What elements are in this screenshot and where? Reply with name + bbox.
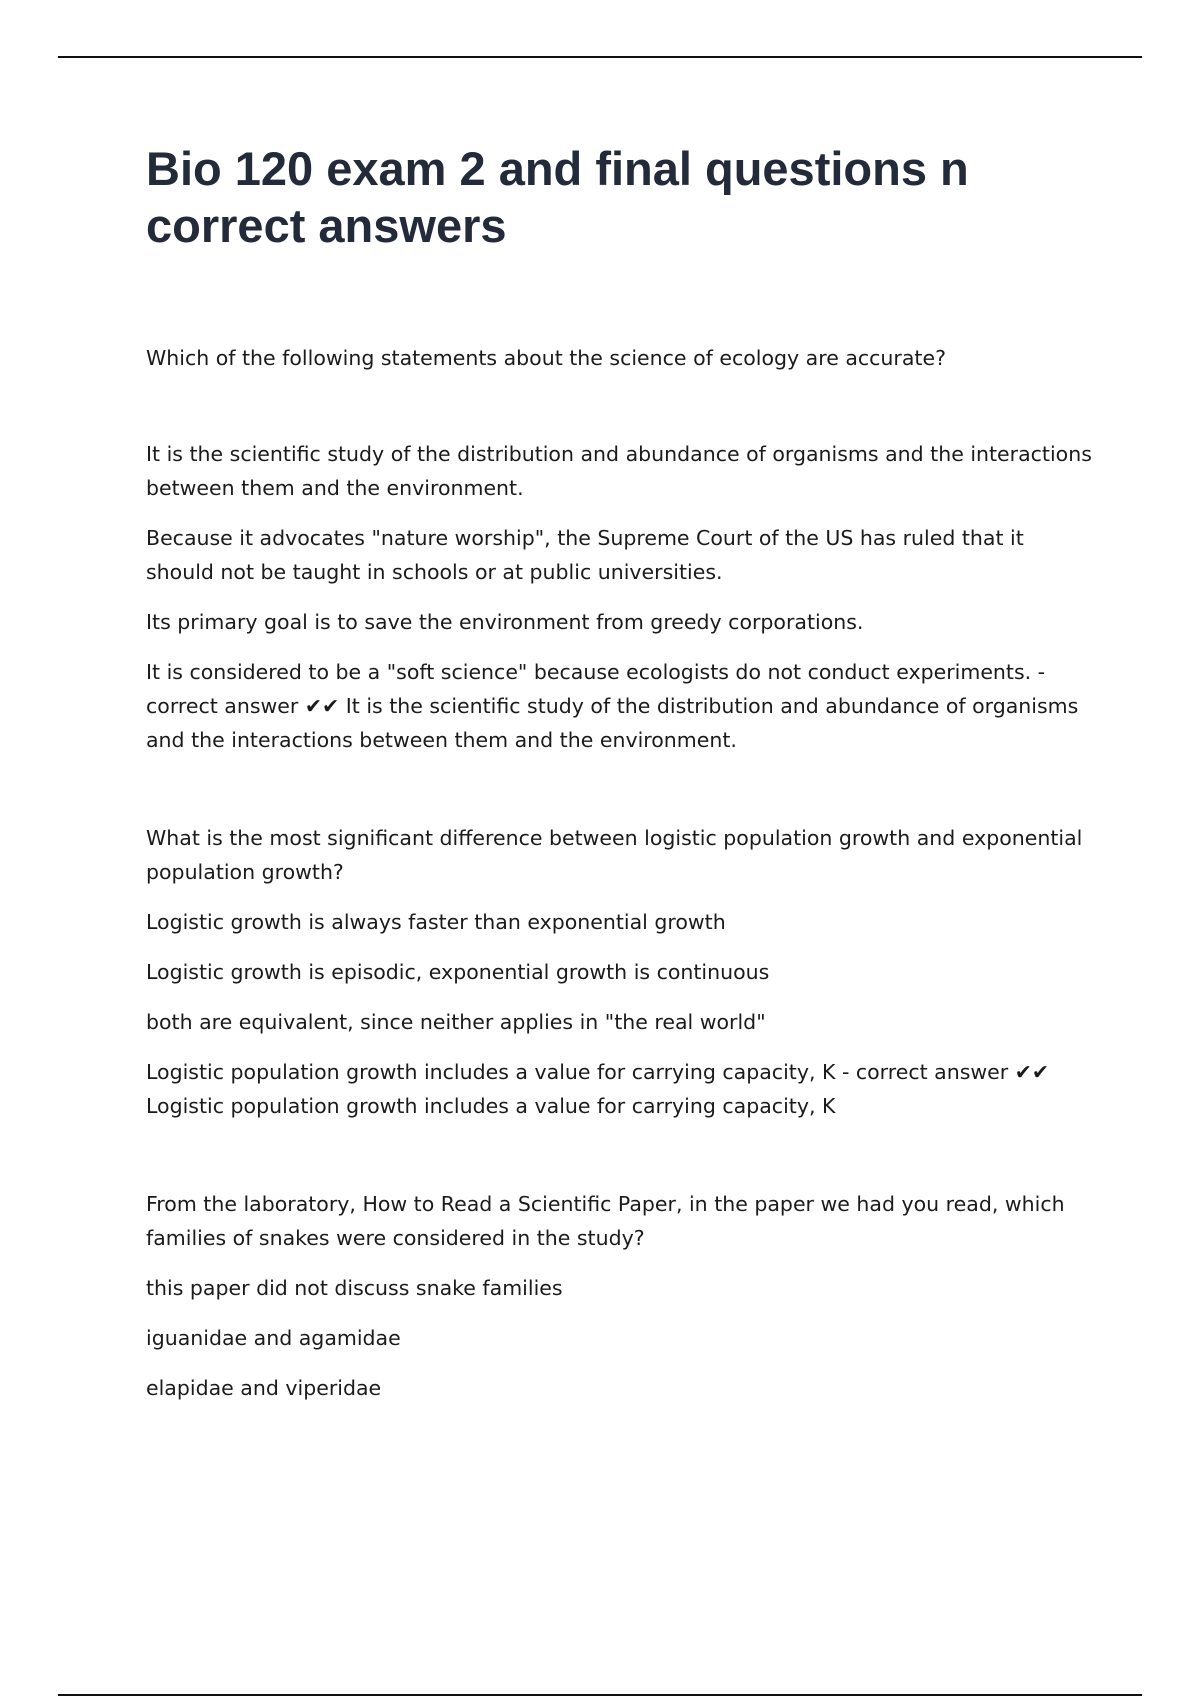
bottom-divider bbox=[58, 1694, 1142, 1696]
answer-option-with-correct-answer: It is considered to be a "soft science" because ecologists do not conduct experiments. - correct answer ✔✔ It is the scientific study of the distribution and abundance of organisms and the interactions between them and the environment. bbox=[146, 660, 1079, 752]
question-text: What is the most significant difference between logistic population growth and exponential population growth? bbox=[146, 826, 1083, 884]
question-block bbox=[146, 1187, 1096, 1405]
answer-option: elapidae and viperidae bbox=[146, 1376, 382, 1400]
document-body bbox=[146, 140, 1096, 1421]
answer-option: Logistic growth is episodic, exponential growth is continuous bbox=[146, 960, 770, 984]
document-title: Bio 120 exam 2 and final questions n correct answers bbox=[146, 142, 969, 252]
answer-option: this paper did not discuss snake families bbox=[146, 1276, 563, 1300]
answer-option: It is the scientific study of the distribution and abundance of organisms and the interactions between them and the environment. bbox=[146, 442, 1092, 500]
answer-option: Because it advocates "nature worship", the Supreme Court of the US has ruled that it should not be taught in schools or at public universities. bbox=[146, 526, 1024, 584]
answer-option-with-correct-answer: Logistic population growth includes a value for carrying capacity, K - correct answer ✔✔ Logistic population growth includes a value for carrying capacity, K bbox=[146, 1060, 1050, 1118]
question-text: From the laboratory, How to Read a Scientific Paper, in the paper we had you read, which families of snakes were considered in the study? bbox=[146, 1192, 1065, 1250]
question-block bbox=[146, 341, 1096, 757]
answer-option: Logistic growth is always faster than exponential growth bbox=[146, 910, 726, 934]
question-block bbox=[146, 821, 1096, 1123]
question-text: Which of the following statements about the science of ecology are accurate? bbox=[146, 346, 946, 370]
answer-option: Its primary goal is to save the environment from greedy corporations. bbox=[146, 610, 864, 634]
answer-option: iguanidae and agamidae bbox=[146, 1326, 401, 1350]
top-divider bbox=[58, 56, 1142, 58]
answer-option: both are equivalent, since neither applies in "the real world" bbox=[146, 1010, 766, 1034]
